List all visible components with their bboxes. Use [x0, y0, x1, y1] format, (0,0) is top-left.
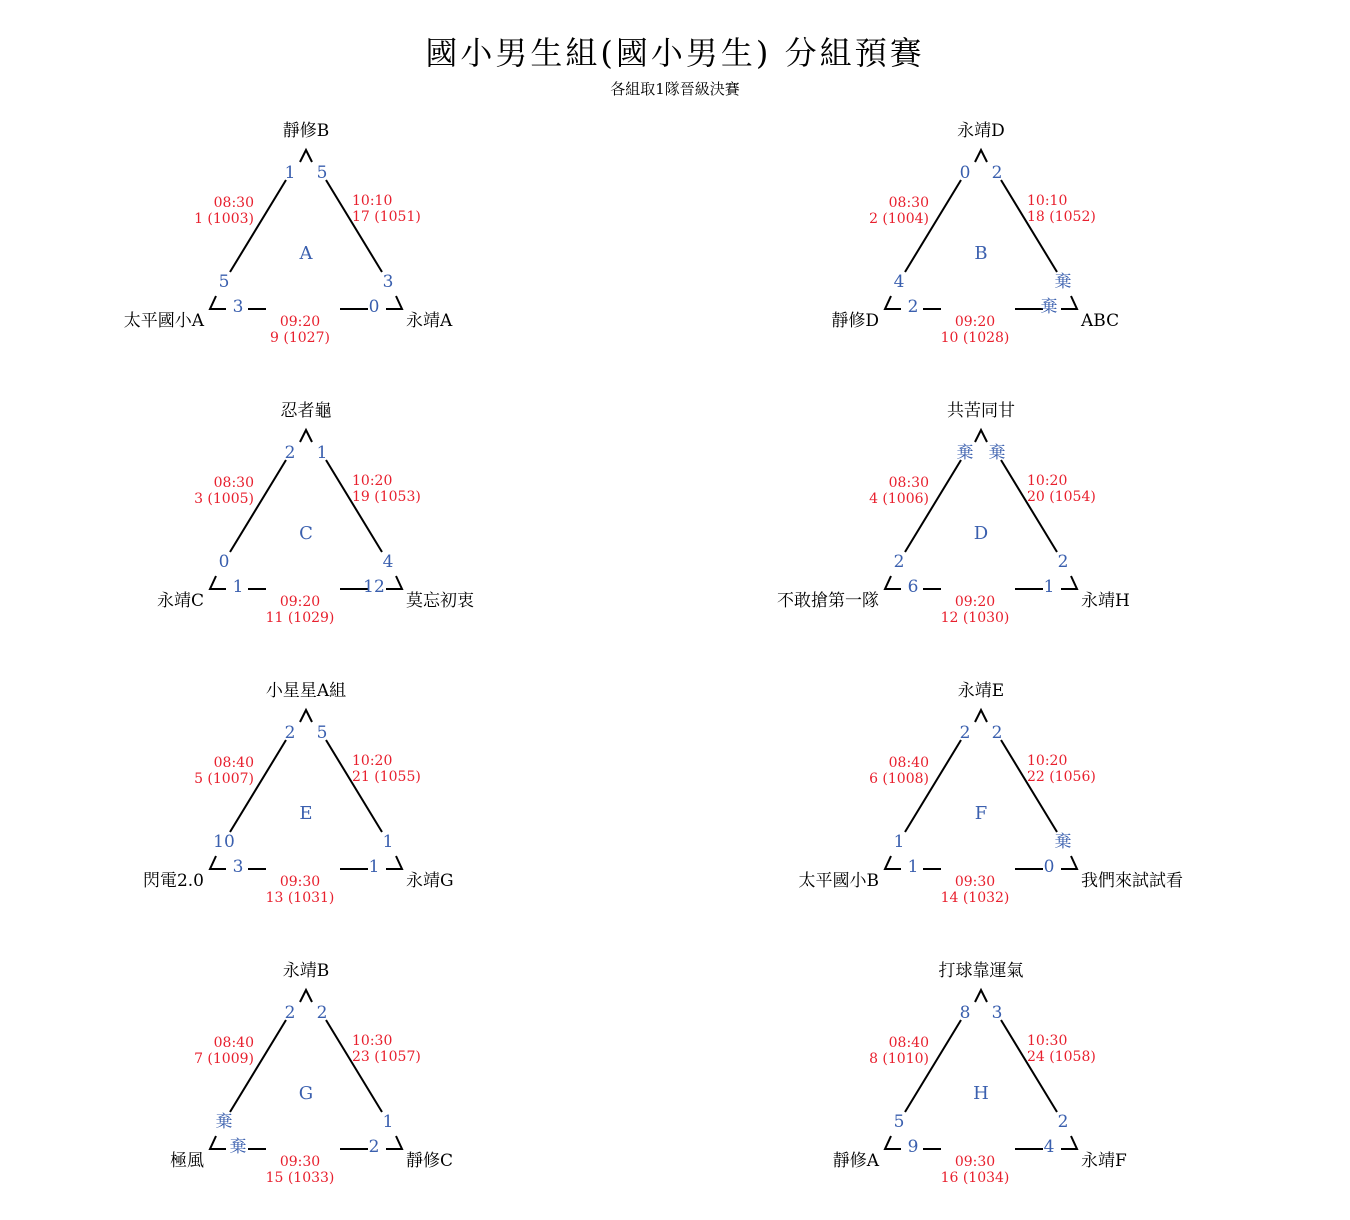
match-bottom-number: 9 (1027) — [270, 330, 330, 346]
left-corner-mark — [885, 296, 901, 309]
left-corner-mark — [885, 576, 901, 589]
match-right-number: 22 (1056) — [1027, 769, 1096, 785]
match-right-number: 24 (1058) — [1027, 1049, 1096, 1065]
team-left: 不敢搶第一隊 — [777, 591, 879, 611]
team-left: 靜修A — [832, 1151, 879, 1171]
match-bottom-number: 16 (1034) — [940, 1170, 1010, 1186]
score-bottom-left: 3 — [232, 297, 244, 317]
score-right-edge-top: 5 — [316, 723, 328, 743]
left-corner-mark — [885, 1136, 901, 1149]
score-bottom-right: 棄 — [1040, 297, 1058, 317]
score-bottom-left: 6 — [907, 577, 919, 597]
team-right: 永靖F — [1081, 1151, 1127, 1171]
score-left-edge-bottom: 4 — [893, 272, 905, 292]
right-corner-mark — [386, 1136, 402, 1149]
group-f — [799, 681, 1184, 906]
match-bottom-time: 09:20 — [279, 314, 321, 330]
group-label: A — [299, 243, 313, 264]
score-right-edge-top: 2 — [991, 163, 1003, 183]
score-right-edge-top: 5 — [316, 163, 328, 183]
score-left-edge-top: 1 — [284, 163, 296, 183]
score-right-edge-top: 3 — [991, 1003, 1003, 1023]
score-right-edge-top: 1 — [316, 443, 328, 463]
match-right-number: 19 (1053) — [352, 489, 421, 505]
match-right-time: 10:30 — [1027, 1033, 1068, 1049]
right-corner-mark — [386, 856, 402, 869]
right-corner-mark — [386, 296, 402, 309]
score-left-edge-bottom: 棄 — [215, 1112, 233, 1132]
score-left-edge-top: 2 — [284, 723, 296, 743]
team-top: 永靖B — [282, 961, 330, 981]
right-corner-mark — [386, 576, 402, 589]
group-c — [157, 401, 474, 626]
score-left-edge-top: 2 — [284, 443, 296, 463]
left-corner-mark — [210, 576, 226, 589]
match-left-number: 1 (1003) — [194, 211, 254, 227]
score-bottom-left: 棄 — [229, 1137, 247, 1157]
match-left-time: 08:30 — [213, 475, 254, 491]
match-bottom-number: 12 (1030) — [940, 610, 1010, 626]
match-right-time: 10:30 — [352, 1033, 393, 1049]
apex-mark — [975, 990, 987, 1002]
match-bottom-time: 09:30 — [279, 1154, 321, 1170]
score-right-edge-top: 2 — [316, 1003, 328, 1023]
match-right-number: 23 (1057) — [352, 1049, 421, 1065]
group-label: C — [299, 523, 313, 544]
score-bottom-left: 1 — [232, 577, 244, 597]
team-right: 永靖G — [406, 871, 454, 891]
team-top: 靜修B — [282, 121, 330, 141]
match-bottom-time: 09:30 — [954, 874, 996, 890]
score-bottom-left: 2 — [907, 297, 919, 317]
left-corner-mark — [885, 856, 901, 869]
page-title: 國小男生組(國小男生) 分組預賽 — [425, 34, 925, 72]
team-right: 我們來試試看 — [1081, 871, 1183, 891]
score-right-edge-bottom: 1 — [382, 832, 394, 852]
score-bottom-left: 3 — [232, 857, 244, 877]
score-left-edge-top: 0 — [959, 163, 971, 183]
match-right-time: 10:20 — [352, 753, 393, 769]
score-left-edge-bottom: 10 — [213, 832, 235, 852]
match-right-time: 10:20 — [1027, 473, 1068, 489]
match-left-time: 08:30 — [888, 475, 929, 491]
left-corner-mark — [210, 856, 226, 869]
match-left-time: 08:40 — [888, 755, 929, 771]
group-label: E — [299, 803, 313, 824]
team-top: 永靖E — [957, 681, 1005, 701]
match-bottom-number: 14 (1032) — [940, 890, 1010, 906]
score-right-edge-bottom: 棄 — [1054, 272, 1072, 292]
team-right: 永靖A — [406, 311, 453, 331]
score-bottom-right: 0 — [368, 297, 380, 317]
group-label: B — [974, 243, 988, 264]
group-label: D — [973, 523, 989, 544]
team-left: 靜修D — [831, 311, 879, 331]
score-left-edge-top: 棄 — [956, 443, 974, 463]
score-bottom-right: 4 — [1043, 1137, 1055, 1157]
team-right: ABC — [1081, 311, 1120, 331]
score-bottom-right: 2 — [368, 1137, 380, 1157]
match-bottom-number: 10 (1028) — [940, 330, 1010, 346]
match-bottom-time: 09:30 — [279, 874, 321, 890]
team-left: 閃電2.0 — [142, 871, 204, 891]
team-right: 莫忘初衷 — [406, 591, 474, 611]
left-corner-mark — [210, 296, 226, 309]
score-right-edge-bottom: 2 — [1057, 1112, 1069, 1132]
match-right-number: 20 (1054) — [1027, 489, 1096, 505]
score-right-edge-bottom: 1 — [382, 1112, 394, 1132]
page-subtitle: 各組取1隊晉級決賽 — [610, 80, 740, 98]
group-g — [170, 961, 453, 1186]
score-bottom-right: 12 — [363, 577, 385, 597]
right-corner-mark — [1061, 856, 1077, 869]
score-right-edge-top: 2 — [991, 723, 1003, 743]
match-left-number: 3 (1005) — [194, 491, 254, 507]
team-top: 打球靠運氣 — [938, 961, 1024, 981]
match-left-time: 08:30 — [213, 195, 254, 211]
match-left-number: 5 (1007) — [194, 771, 254, 787]
group-a — [124, 121, 453, 346]
apex-mark — [300, 150, 312, 162]
group-h — [833, 961, 1127, 1186]
match-left-time: 08:40 — [213, 755, 254, 771]
match-left-number: 6 (1008) — [869, 771, 929, 787]
score-left-edge-top: 2 — [959, 723, 971, 743]
group-b — [831, 121, 1119, 346]
score-left-edge-top: 8 — [959, 1003, 971, 1023]
score-left-edge-bottom: 2 — [893, 552, 905, 572]
left-corner-mark — [210, 1136, 226, 1149]
score-left-edge-bottom: 5 — [893, 1112, 905, 1132]
score-right-edge-bottom: 3 — [382, 272, 394, 292]
score-bottom-right: 0 — [1043, 857, 1055, 877]
match-bottom-time: 09:20 — [279, 594, 321, 610]
right-corner-mark — [1061, 1136, 1077, 1149]
score-left-edge-bottom: 0 — [218, 552, 230, 572]
score-bottom-left: 9 — [907, 1137, 919, 1157]
match-left-number: 4 (1006) — [869, 491, 929, 507]
score-bottom-right: 1 — [368, 857, 380, 877]
group-e — [143, 681, 454, 906]
match-bottom-number: 11 (1029) — [265, 610, 335, 626]
match-bottom-number: 13 (1031) — [265, 890, 335, 906]
score-left-edge-bottom: 5 — [218, 272, 230, 292]
match-bottom-time: 09:30 — [954, 1154, 996, 1170]
match-left-number: 7 (1009) — [194, 1051, 254, 1067]
score-bottom-left: 1 — [907, 857, 919, 877]
group-label: H — [973, 1083, 989, 1104]
team-left: 極風 — [170, 1151, 204, 1171]
score-left-edge-top: 2 — [284, 1003, 296, 1023]
team-left: 永靖C — [156, 591, 204, 611]
score-right-edge-bottom: 棄 — [1054, 832, 1072, 852]
match-right-time: 10:20 — [1027, 753, 1068, 769]
apex-mark — [975, 710, 987, 722]
team-left: 太平國小A — [123, 311, 204, 331]
team-right: 永靖H — [1081, 591, 1130, 611]
team-left: 太平國小B — [798, 871, 879, 891]
match-left-number: 8 (1010) — [869, 1051, 929, 1067]
team-right: 靜修C — [406, 1151, 454, 1171]
match-right-time: 10:10 — [1027, 193, 1068, 209]
match-left-number: 2 (1004) — [869, 211, 929, 227]
apex-mark — [975, 430, 987, 442]
match-right-number: 21 (1055) — [352, 769, 421, 785]
score-right-edge-bottom: 4 — [382, 552, 394, 572]
score-right-edge-bottom: 2 — [1057, 552, 1069, 572]
score-right-edge-top: 棄 — [988, 443, 1006, 463]
match-right-time: 10:20 — [352, 473, 393, 489]
score-left-edge-bottom: 1 — [893, 832, 905, 852]
score-bottom-right: 1 — [1043, 577, 1055, 597]
match-bottom-time: 09:20 — [954, 314, 996, 330]
match-bottom-time: 09:20 — [954, 594, 996, 610]
apex-mark — [300, 430, 312, 442]
team-top: 共苦同甘 — [947, 401, 1015, 421]
match-right-number: 17 (1051) — [352, 209, 421, 225]
apex-mark — [300, 710, 312, 722]
match-left-time: 08:40 — [888, 1035, 929, 1051]
match-right-number: 18 (1052) — [1027, 209, 1096, 225]
match-left-time: 08:30 — [888, 195, 929, 211]
team-top: 忍者龜 — [280, 401, 332, 421]
right-corner-mark — [1061, 296, 1077, 309]
team-top: 永靖D — [957, 121, 1005, 141]
apex-mark — [300, 990, 312, 1002]
group-label: F — [974, 803, 988, 824]
team-top: 小星星A組 — [265, 681, 347, 701]
match-right-time: 10:10 — [352, 193, 393, 209]
right-corner-mark — [1061, 576, 1077, 589]
match-bottom-number: 15 (1033) — [265, 1170, 335, 1186]
match-left-time: 08:40 — [213, 1035, 254, 1051]
group-label: G — [298, 1083, 314, 1104]
apex-mark — [975, 150, 987, 162]
group-d — [777, 401, 1130, 626]
